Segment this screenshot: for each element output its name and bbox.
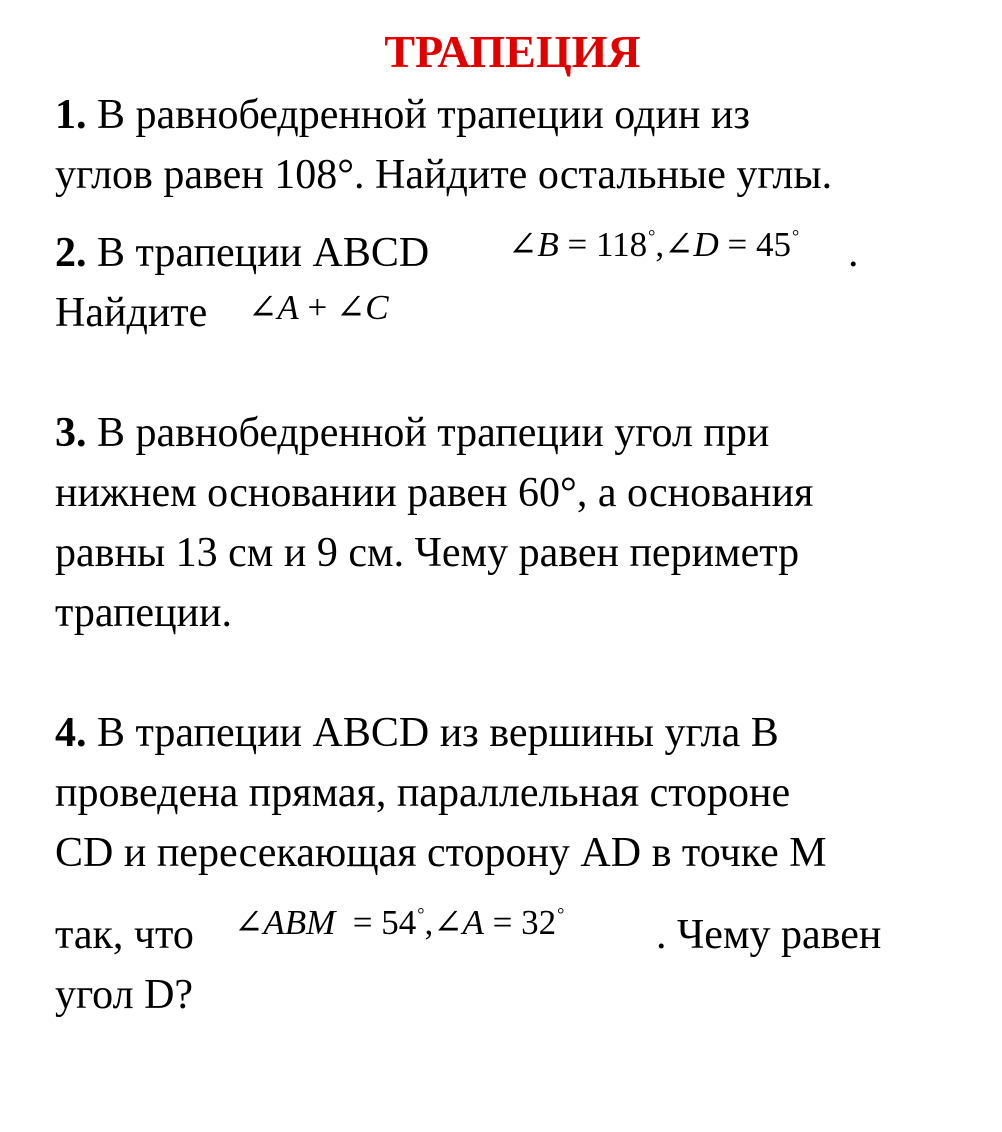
problem-3-line-2: нижнем основании равен 60°, а основания <box>55 470 814 516</box>
problem-4-formula: ∠ABM = 54°,∠A = 32° <box>234 903 565 942</box>
problem-4-number: 4. <box>55 710 87 756</box>
problem-1-number: 1. <box>55 92 87 138</box>
problem-2-find-label: Найдите <box>55 290 208 336</box>
problem-4-text-1: В трапеции ABCD из вершины угла B <box>97 710 779 756</box>
page-title: ТРАПЕЦИЯ <box>384 26 641 77</box>
problem-4-line-2: проведена прямая, параллельная стороне <box>55 770 791 816</box>
angle-sign-icon: ∠ <box>433 903 463 942</box>
problem-1-line-2: углов равен 108°. Найдите остальные углы. <box>55 152 833 198</box>
problem-4-last-line: угол D? <box>55 972 194 1018</box>
problem-4-after-formula: . Чему равен <box>656 912 882 958</box>
degree-icon: ° <box>791 226 800 246</box>
problem-3-text-1: В равнобедренной трапеции угол при <box>97 410 770 456</box>
problem-3-line-3: равны 13 см и 9 см. Чему равен периметр <box>55 530 800 576</box>
problem-2-period: . <box>848 230 859 276</box>
problem-1-line-1 <box>55 86 750 144</box>
angle-sign-icon: ∠ <box>664 225 694 264</box>
problem-4-line-3: CD и пересекающая сторону AD в точке M <box>55 830 827 876</box>
problem-4-before-formula: так, что <box>55 912 194 958</box>
problem-3-line-4: трапеции. <box>55 590 233 636</box>
problem-2-find-formula: ∠A + ∠C <box>248 288 389 327</box>
angle-sign-icon: ∠ <box>335 288 366 327</box>
problem-4-line-1 <box>55 704 779 762</box>
problem-2-text: В трапеции ABCD <box>97 230 430 276</box>
problem-3-number: 3. <box>55 410 87 456</box>
problem-2-number: 2. <box>55 230 87 276</box>
degree-icon: ° <box>557 904 565 924</box>
degree-icon: ° <box>417 904 425 924</box>
problem-1-text-1: В равнобедренной трапеции один из <box>97 92 750 138</box>
problem-3-line-1 <box>55 404 769 462</box>
problem-2-formula: ∠B = 118°,∠D = 45° <box>508 225 800 264</box>
angle-sign-icon: ∠ <box>234 903 264 942</box>
problem-2-line-1 <box>55 224 429 282</box>
angle-sign-icon: ∠ <box>508 225 538 264</box>
degree-icon: ° <box>648 226 656 246</box>
angle-sign-icon: ∠ <box>248 288 278 327</box>
